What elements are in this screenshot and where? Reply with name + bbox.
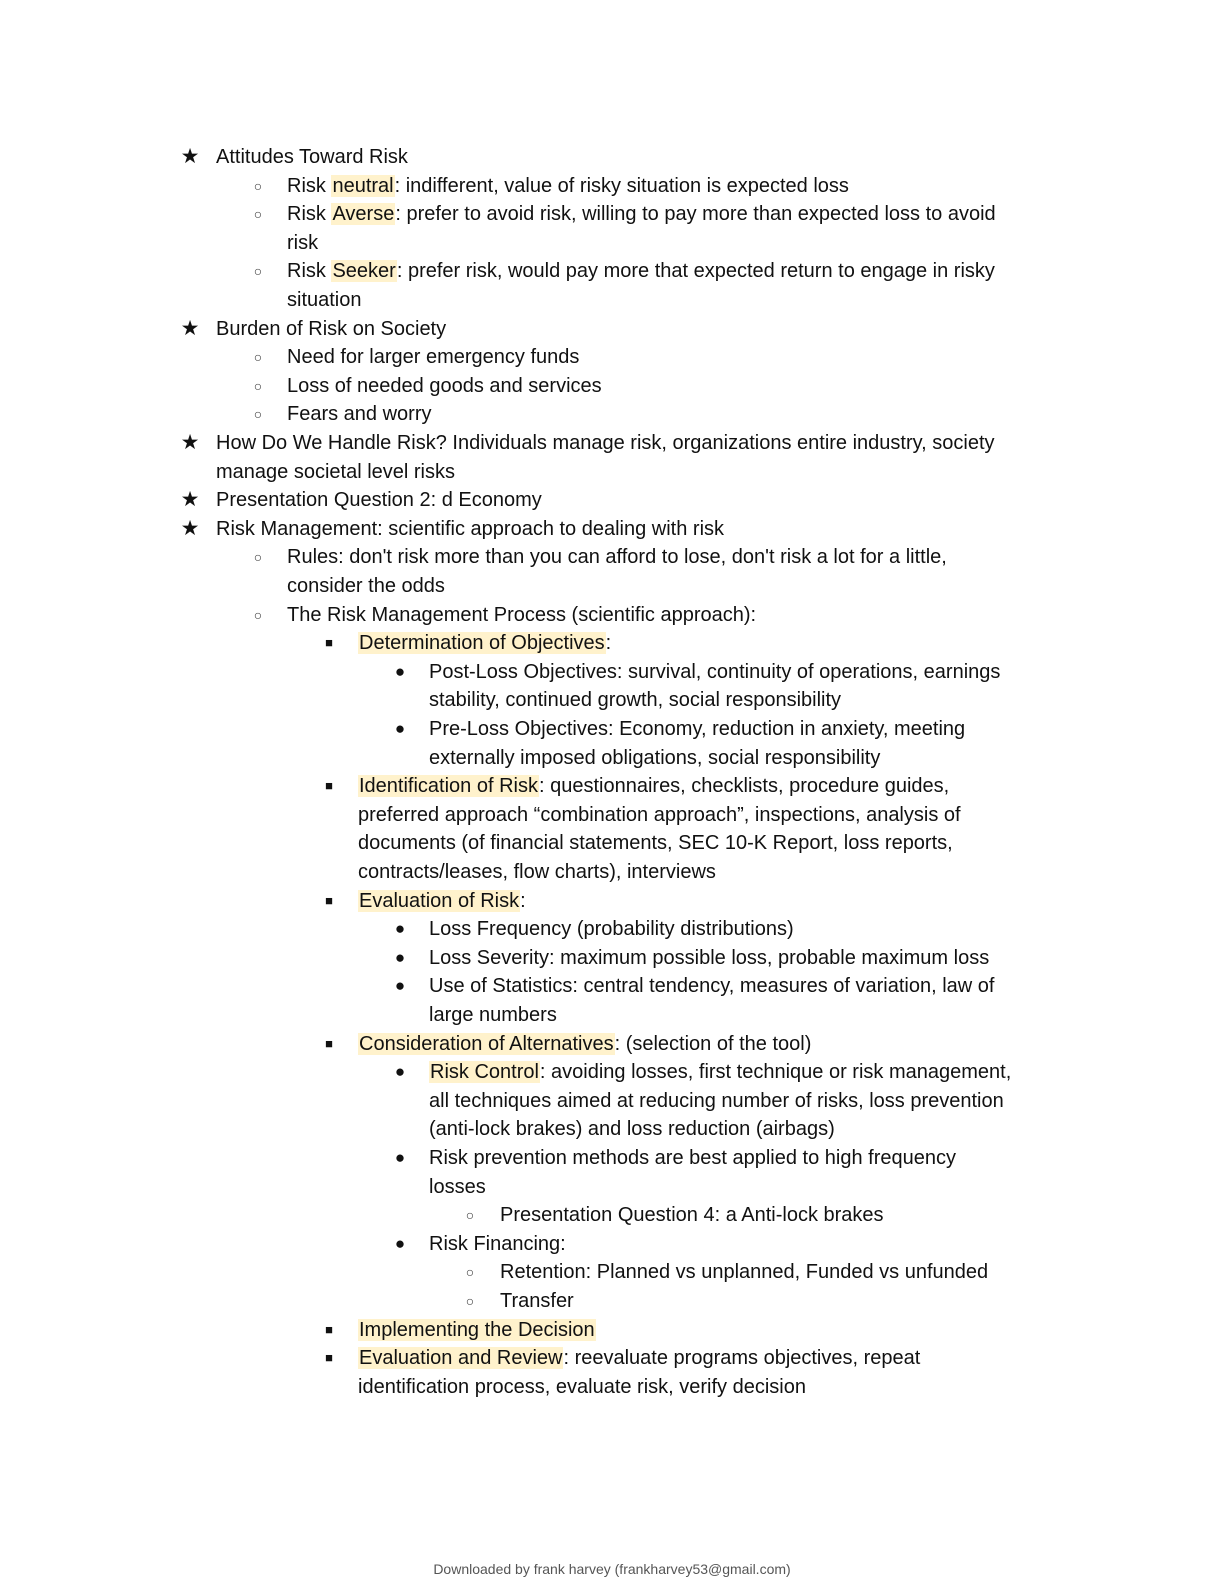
hollow-circle-bullet-icon: ○ [253,206,263,223]
dot-bullet-icon: ● [394,661,406,681]
line-text: : [520,889,526,912]
line-text: Burden of Risk on Society [216,317,447,340]
outline-line [429,1001,557,1030]
download-footer: Downloaded by frank harvey (frankharvey53@gmail.com) [433,1561,791,1577]
outline-line [216,143,408,172]
outline-line [358,629,611,658]
line-text: : reevaluate programs objectives, repeat [563,1347,921,1370]
outline-line [216,515,724,544]
line-text: situation [287,289,362,311]
outline-line [358,801,961,830]
line-text: contracts/leases, flow charts), interviews [358,861,716,883]
outline-line [429,972,994,1001]
highlighted-term: Consideration of Alternatives [359,1032,614,1055]
line-text: Risk [287,260,332,283]
line-text: (anti-lock brakes) and loss reduction (airbags) [429,1118,835,1141]
hollow-circle-bullet-icon: ○ [253,263,263,280]
outline-line [358,1030,811,1059]
outline-line [358,1316,596,1345]
line-text: : [605,632,612,655]
line-text: Transfer [500,1290,574,1312]
outline-line [287,286,362,315]
highlighted-term: neutral [332,174,394,197]
line-text: Need for larger emergency funds [287,346,580,369]
line-text: Loss Severity: maximum possible loss, probable maximum loss [429,946,990,969]
line-text: all techniques aimed at reducing number of risks, loss prevention [429,1089,1004,1112]
outline-line [429,1144,956,1173]
line-text: Rules: don't risk more than you can afford to lose, don't risk a lot for a little, [287,546,947,569]
hollow-circle-bullet-icon: ○ [253,406,263,423]
hollow-circle-bullet-icon: ○ [253,606,263,623]
line-text: How Do We Handle Risk? Individuals manage risk, organizations entire industry, society [216,432,995,454]
line-text: Risk [287,203,332,226]
line-text: stability, continued growth, social responsibility [429,689,842,712]
dot-bullet-icon: ● [394,919,406,939]
hollow-circle-bullet-icon: ○ [253,549,263,566]
highlighted-term: Seeker [332,260,396,283]
outline-line [287,229,318,258]
outline-line [287,200,996,229]
star-bullet-icon: ★ [180,516,200,540]
outline-line [287,257,995,286]
square-bullet-icon: ■ [325,892,333,908]
outline-line [216,486,542,515]
highlighted-term: Evaluation of Risk [359,889,520,912]
square-bullet-icon: ■ [325,1321,333,1337]
line-text: The Risk Management Process (scientific approach): [287,603,757,626]
outline-line [216,315,446,344]
highlighted-term: Implementing the Decision [359,1318,595,1341]
star-bullet-icon: ★ [180,316,200,340]
highlighted-term: Risk Control [430,1061,539,1084]
outline-line [429,915,794,944]
line-text: Loss Frequency (probability distributions) [429,918,794,941]
outline-line [429,715,965,744]
line-text: consider the odds [287,575,445,597]
line-text: Risk prevention methods are best applied to high frequency [429,1147,956,1169]
outline-line [358,772,949,801]
outline-line [287,172,849,201]
outline-line [358,829,953,858]
line-text: Fears and worry [287,403,432,426]
outline-line [429,1230,566,1259]
outline-line [216,429,995,458]
line-text: Post-Loss Objectives: survival, continuity of operations, earnings [429,660,1001,683]
dot-bullet-icon: ● [394,947,406,967]
line-text: identification process, evaluate risk, verify decision [358,1375,806,1398]
line-text: : avoiding losses, first technique or risk management, [539,1061,1012,1084]
hollow-circle-bullet-icon: ○ [253,377,263,394]
outline-line [287,372,602,401]
outline-line [287,601,756,630]
hollow-circle-bullet-icon: ○ [253,349,263,366]
hollow-circle-bullet-icon: ○ [253,177,263,194]
line-text: Retention: Planned vs unplanned, Funded vs unfunded [500,1261,989,1284]
line-text: externally imposed obligations, social responsibility [429,746,881,769]
outline-line [358,1373,806,1402]
dot-bullet-icon: ● [394,1233,406,1253]
dot-bullet-icon: ● [394,1062,406,1082]
hollow-circle-bullet-icon: ○ [465,1264,475,1281]
star-bullet-icon: ★ [180,488,200,512]
outline-line [287,400,432,429]
outline-line [500,1287,574,1316]
outline-line [429,1058,1011,1087]
outline-line [287,343,579,372]
line-text: Risk Financing: [429,1232,566,1255]
dot-bullet-icon: ● [394,1148,406,1167]
highlighted-term: Evaluation and Review [359,1347,563,1370]
line-text: Presentation Question 4: a Anti-lock brakes [500,1204,884,1227]
line-text: preferred approach “combination approach”, inspections, analysis of [358,803,961,826]
line-text: losses [429,1175,486,1198]
outline-line [500,1201,884,1230]
line-text: : indifferent, value of risky situation is expected loss [394,174,849,197]
line-text: Presentation Question 2: d Economy [216,489,542,512]
line-text: Risk [287,174,332,197]
line-text: Pre-Loss Objectives: Economy, reduction in anxiety, meeting [429,718,966,740]
square-bullet-icon: ■ [325,1350,333,1366]
line-text: Loss of needed goods and services [287,374,602,397]
hollow-circle-bullet-icon: ○ [465,1293,475,1309]
dot-bullet-icon: ● [394,976,406,996]
outline-line [358,887,526,916]
line-text: documents (of financial statements, SEC 10-K Report, loss reports, [358,832,953,855]
square-bullet-icon: ■ [325,778,333,794]
line-text: : prefer risk, would pay more that expected return to engage in risky [396,260,995,283]
outline-line [429,1173,486,1202]
outline-line [429,944,989,973]
star-bullet-icon: ★ [180,431,200,454]
line-text: Use of Statistics: central tendency, measures of variation, law of [429,975,995,998]
star-bullet-icon: ★ [180,145,200,168]
hollow-circle-bullet-icon: ○ [465,1207,475,1224]
line-text: : (selection of the tool) [614,1032,812,1055]
line-text: Attitudes Toward Risk [216,146,408,168]
outline-line [429,744,880,773]
outline-line [429,658,1000,687]
square-bullet-icon: ■ [325,635,333,651]
line-text: Risk Management: scientific approach to dealing with risk [216,517,725,540]
outline-line [216,458,455,487]
square-bullet-icon: ■ [325,1035,333,1051]
highlighted-term: Determination of Objectives [359,632,605,655]
outline-line [287,572,445,601]
line-text: risk [287,231,319,254]
dot-bullet-icon: ● [394,719,406,738]
line-text: manage societal level risks [216,460,455,483]
outline-line [358,1344,920,1373]
line-text: large numbers [429,1004,557,1026]
highlighted-term: Identification of Risk [359,775,538,798]
outline-line [287,543,947,572]
outline-line [429,1115,835,1144]
line-text: : questionnaires, checklists, procedure guides, [538,775,950,798]
outline-line [358,858,716,887]
outline-line [500,1258,988,1287]
outline-line [429,686,841,715]
line-text: : prefer to avoid risk, willing to pay more than expected loss to avoid [395,203,996,226]
outline-line [429,1087,1004,1116]
highlighted-term: Averse [332,203,395,226]
